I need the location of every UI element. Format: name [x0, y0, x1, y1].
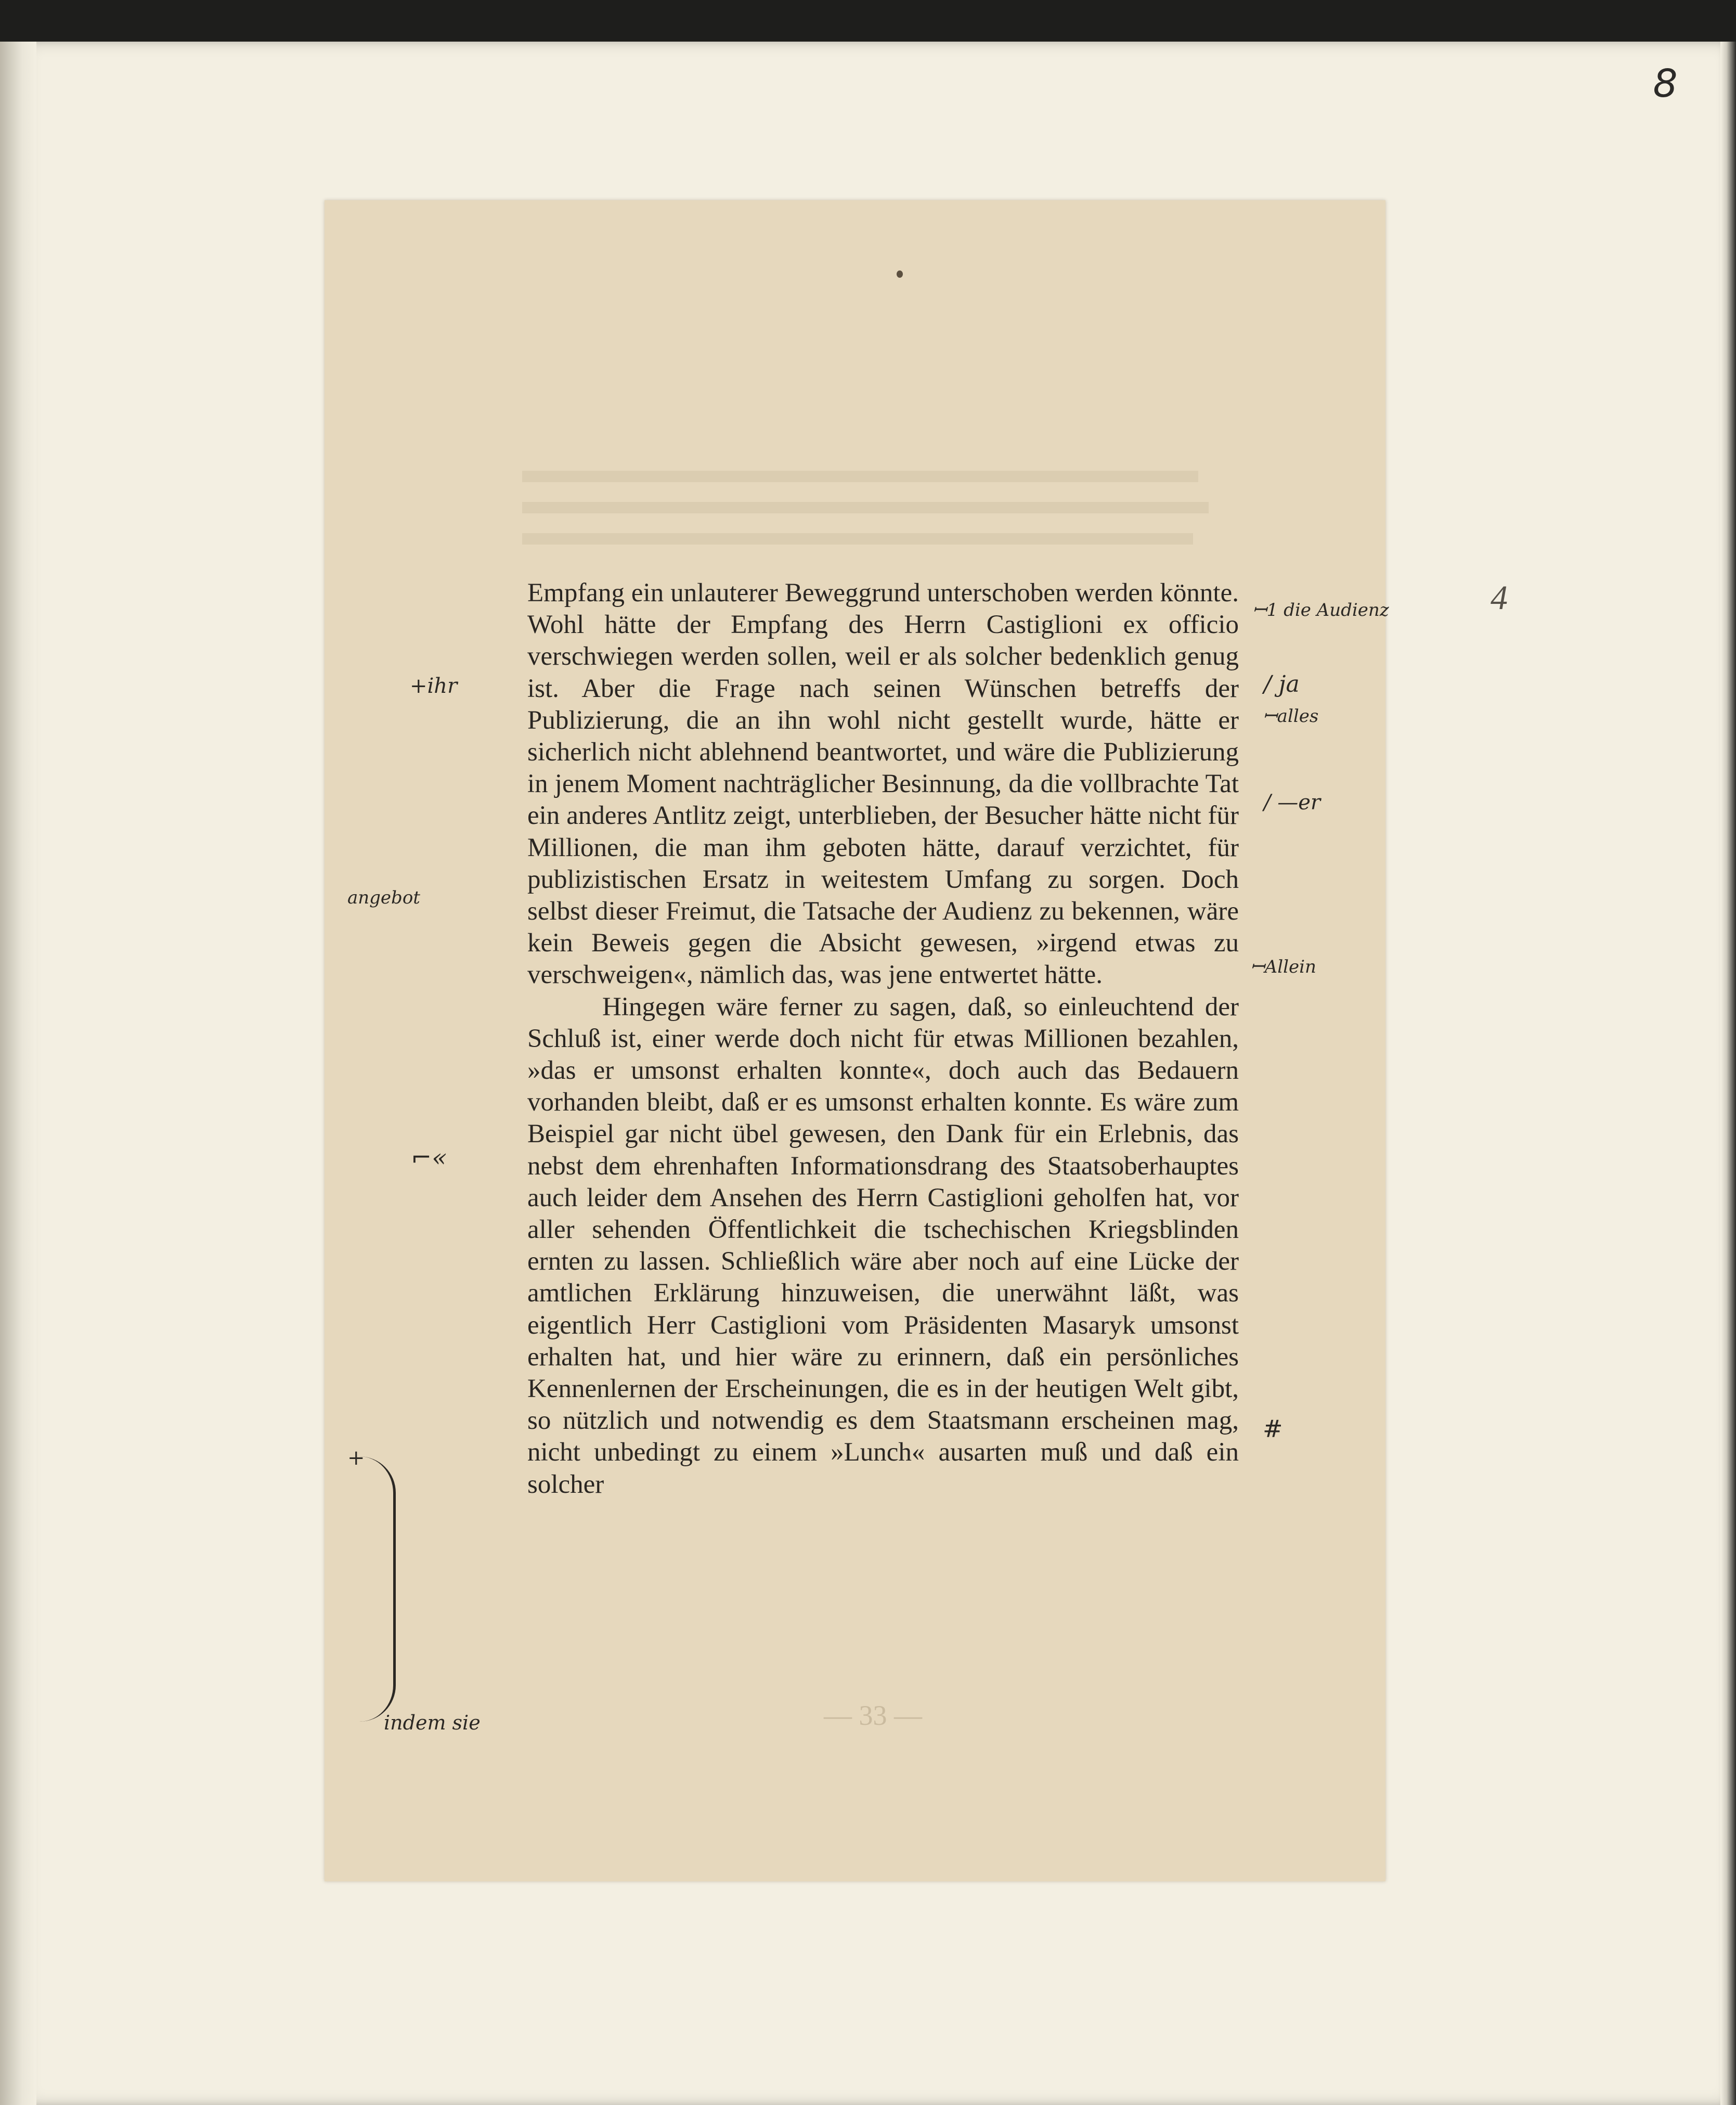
- annotation-left-1: +ihr: [410, 674, 458, 698]
- margin-bracket: [357, 1456, 396, 1722]
- annotation-left-2: angebot: [347, 887, 420, 908]
- article-text: [527, 577, 1239, 1501]
- annotation-right-5: ꟷAllein: [1250, 957, 1316, 977]
- annotation-right-2: / ja: [1264, 671, 1300, 698]
- bleed-through-line: [522, 533, 1193, 545]
- annotation-left-5: indem sie: [384, 1711, 481, 1734]
- paper-stain: [897, 270, 903, 278]
- annotation-left-4: +: [347, 1446, 365, 1470]
- paragraph-1: Empfang ein unlauterer Beweggrund unterschoben werden könnte. Wohl hätte der Empfang des Herrn Castiglioni ex officio verschwiegen werden sollen, weil er als solcher bedenklich genug ist. Aber die Frage nach seinen Wünschen betreffs der Publizierung, die an ihn wohl nicht gestellt wurde, hätte er sicherlich nicht ablehnend beantwortet, und wäre die Publizierung in jenem Moment nachträglicher Besinnung, da die vollbrachte Tat ein anderes Antlitz zeigt, unterblieben, der Besucher hätte nicht für Millionen, die man ihm geboten hätte, darauf verzichtet, für publizistischen Ersatz in weitestem Umfang zu sorgen. Doch selbst dieser Freimut, die Tatsache der Audienz zu bekennen, wäre kein Beweis gegen die Absicht gewesen, »irgend etwas zu verschweigen«, nämlich das, was jene entwertet hätte.: [527, 578, 1239, 990]
- newspaper-clipping: [325, 200, 1508, 1881]
- annotation-right-6: #: [1263, 1415, 1283, 1443]
- bleed-through-line: [522, 471, 1198, 482]
- annotation-right-1: ꟷ1 die Audienz: [1252, 600, 1389, 621]
- bleed-through-page-number: — 33 —: [824, 1700, 922, 1731]
- annotation-left-3: ⌐«: [411, 1143, 447, 1172]
- annotation-right-3: ꟷalles: [1263, 706, 1319, 727]
- annotation-right-4: / —er: [1264, 791, 1320, 815]
- binding-gutter: [0, 42, 36, 2105]
- paragraph-2: Hingegen wäre ferner zu sagen, daß, so einleuchtend der Schluß ist, einer werde doch nicht für etwas Millionen bezahlen, »das er umsonst erhalten konnte«, doch auch das Bedauern vorhanden bleibt, daß er es umsonst erhalten konnte. Es wäre zum Beispiel gar nicht übel gewesen, den Dank für ein Erlebnis, das nebst dem ehrenhaften Informationsdrang des Staatsoberhauptes auch leider dem Ansehen des Herrn Castiglioni geholfen hat, vor aller sehenden Öffentlichkeit die tschechischen Kriegsblinden ernten zu lassen. Schließlich wäre aber noch auf eine Lücke der amtlichen Erklärung hinzuweisen, die unerwähnt läßt, was eigentlich Herr Castiglioni vom Präsidenten Masaryk umsonst erhalten hat, und hier wäre zu erinnern, daß ein persönliches Kennenlernen der Erscheinungen, die es in der heutigen Welt gibt, so nützlich und notwendig es dem Staatsmann erscheinen mag, nicht unbedingt zu einem »Lunch« ausarten muß und daß ein solcher: [527, 992, 1239, 1499]
- bleed-through-line: [522, 502, 1209, 513]
- clipping-page-marker: 4: [1491, 579, 1508, 617]
- page-edge: [1720, 42, 1736, 2105]
- page-number: 8: [1653, 61, 1678, 106]
